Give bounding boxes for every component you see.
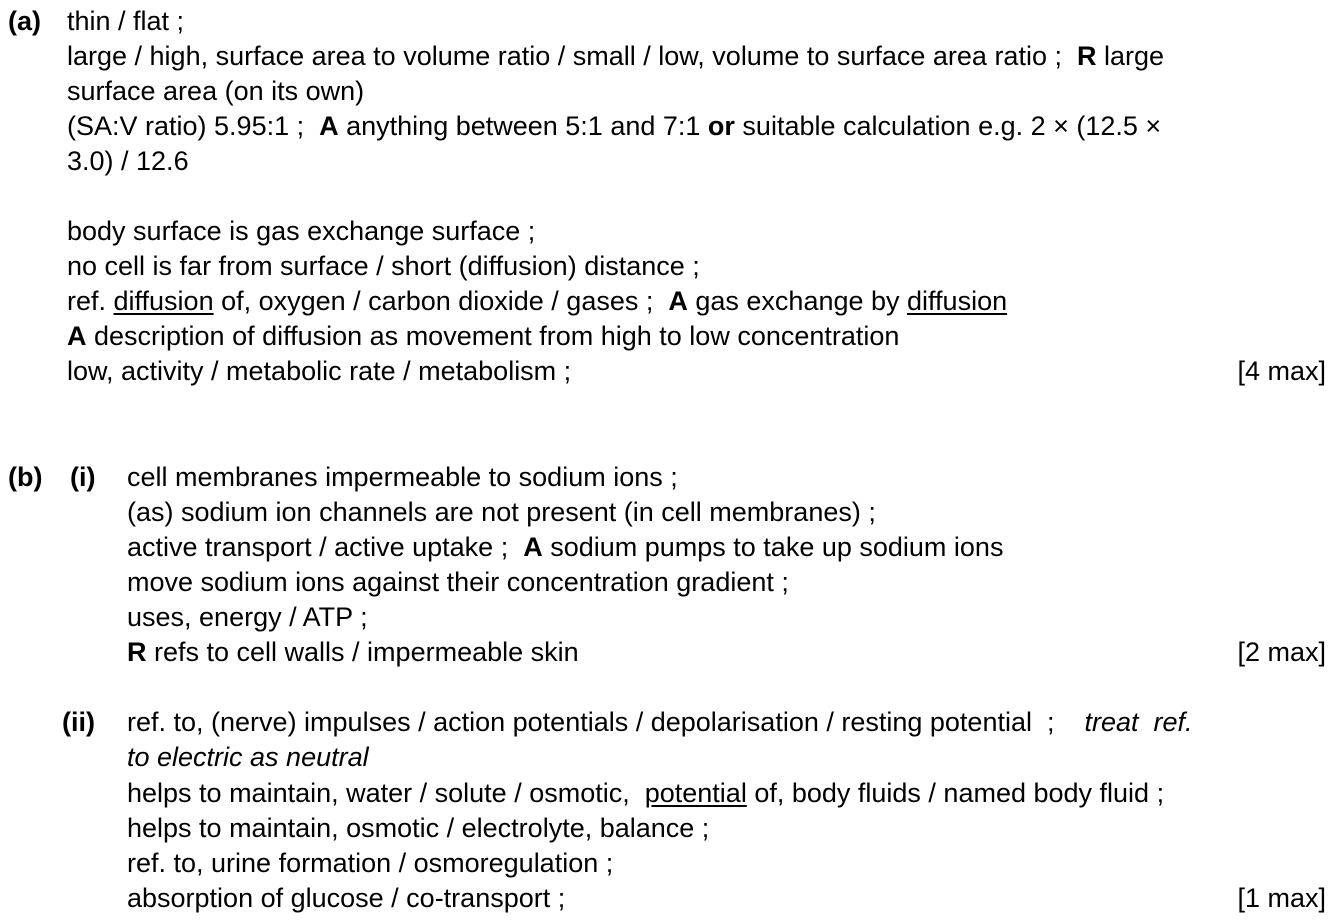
part-a-line-2 bbox=[67, 39, 1164, 74]
examiner-note: treat ref. bbox=[1084, 707, 1193, 737]
underlined-term: diffusion bbox=[907, 286, 1008, 316]
underlined-term: diffusion bbox=[113, 286, 214, 316]
part-b-i-label: (i) bbox=[70, 462, 96, 492]
text-segment: large bbox=[1096, 41, 1165, 71]
or-marker: or bbox=[707, 111, 735, 141]
text-segment: description of diffusion as movement from high to low concentration bbox=[86, 321, 900, 351]
part-a-line-10: low, activity / metabolic rate / metabolism ; bbox=[67, 356, 572, 386]
part-a-line-8 bbox=[67, 284, 1007, 319]
underlined-term: potential bbox=[644, 778, 747, 808]
part-a-line-4 bbox=[67, 109, 1161, 144]
part-b-ii-line-5: ref. to, urine formation / osmoregulation ; bbox=[127, 848, 614, 878]
part-b-ii-marks: [1 max] bbox=[1237, 883, 1326, 913]
part-b-i-line-1: cell membranes impermeable to sodium ions ; bbox=[127, 462, 678, 492]
part-a-label: (a) bbox=[8, 6, 41, 36]
part-b-i-line-2: (as) sodium ion channels are not present (in cell membranes) ; bbox=[127, 497, 876, 527]
reject-marker: R bbox=[127, 637, 147, 667]
part-b-i-line-5: uses, energy / ATP ; bbox=[127, 602, 368, 632]
part-a-line-9 bbox=[67, 319, 899, 354]
part-a-line-6: body surface is gas exchange surface ; bbox=[67, 216, 536, 246]
text-segment: active transport / active uptake ; bbox=[127, 532, 524, 562]
text-segment: ref. to, (nerve) impulses / action potentials / depolarisation / resting potential ; bbox=[127, 707, 1085, 737]
text-segment: gas exchange by bbox=[687, 286, 908, 316]
text-segment: large / high, surface area to volume ratio / small / low, volume to surface area ratio ; bbox=[67, 41, 1077, 71]
part-b-i-line-3 bbox=[127, 530, 1003, 565]
part-a-marks: [4 max] bbox=[1237, 356, 1326, 386]
part-b-label: (b) bbox=[8, 462, 43, 492]
text-segment: anything between 5:1 and 7:1 bbox=[338, 111, 708, 141]
text-segment: helps to maintain, water / solute / osmotic, bbox=[127, 778, 645, 808]
part-a-line-7: no cell is far from surface / short (diffusion) distance ; bbox=[67, 251, 700, 281]
part-a-line-5: 3.0) / 12.6 bbox=[67, 146, 189, 176]
part-b-i-marks: [2 max] bbox=[1237, 637, 1326, 667]
part-a-line-3: surface area (on its own) bbox=[67, 76, 365, 106]
part-b-i-line-6 bbox=[127, 635, 579, 670]
text-segment: (SA:V ratio) 5.95:1 ; bbox=[67, 111, 320, 141]
reject-marker: R bbox=[1076, 41, 1097, 71]
accept-marker: A bbox=[668, 286, 688, 316]
text-segment: refs to cell walls / impermeable skin bbox=[146, 637, 579, 667]
text-segment: of, body fluids / named body fluid ; bbox=[746, 778, 1165, 808]
part-a-line-1: thin / flat ; bbox=[67, 6, 185, 36]
text-segment: ref. bbox=[67, 286, 114, 316]
text-segment: of, oxygen / carbon dioxide / gases ; bbox=[213, 286, 669, 316]
part-b-ii-line-4: helps to maintain, osmotic / electrolyte, balance ; bbox=[127, 813, 710, 843]
text-segment: suitable calculation e.g. 2 × (12.5 × bbox=[734, 111, 1162, 141]
part-b-ii-line-1 bbox=[127, 705, 1193, 740]
part-b-i-line-4: move sodium ions against their concentration gradient ; bbox=[127, 567, 789, 597]
part-b-ii-line-6: absorption of glucose / co-transport ; bbox=[127, 883, 566, 913]
accept-marker: A bbox=[523, 532, 543, 562]
accept-marker: A bbox=[319, 111, 339, 141]
accept-marker: A bbox=[67, 321, 87, 351]
part-b-ii-line-3 bbox=[127, 776, 1164, 811]
part-b-ii-line-2: to electric as neutral bbox=[127, 742, 369, 772]
part-b-ii-label: (ii) bbox=[62, 707, 95, 737]
text-segment: sodium pumps to take up sodium ions bbox=[542, 532, 1004, 562]
